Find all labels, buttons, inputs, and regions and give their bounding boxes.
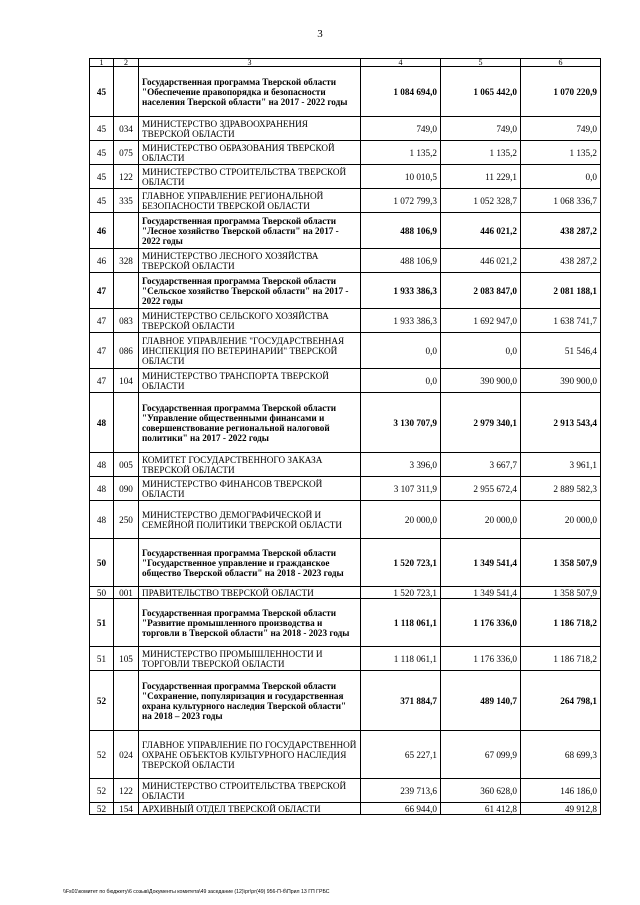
program-code-cell: 47 <box>90 333 114 369</box>
amount-col6-cell: 438 287,2 <box>521 249 601 273</box>
name-cell: ПРАВИТЕЛЬСТВО ТВЕРСКОЙ ОБЛАСТИ <box>139 587 361 599</box>
department-code-cell: 104 <box>114 369 139 393</box>
amount-col6-cell: 2 889 582,3 <box>521 477 601 501</box>
name-cell: МИНИСТЕРСТВО ОБРАЗОВАНИЯ ТВЕРСКОЙ ОБЛАСТИ <box>139 141 361 165</box>
amount-col4-cell: 66 944,0 <box>361 803 441 815</box>
amount-col6-cell: 0,0 <box>521 165 601 189</box>
department-code-cell: 075 <box>114 141 139 165</box>
program-code-cell: 52 <box>90 671 114 731</box>
name-cell: Государственная программа Тверской области "Сохранение, популяризация и государственная охрана культурного наследия Тверской области" на 2018 – 2023 годы <box>139 671 361 731</box>
name-cell: МИНИСТЕРСТВО ЗДРАВООХРАНЕНИЯ ТВЕРСКОЙ ОБЛАСТИ <box>139 117 361 141</box>
name-cell: МИНИСТЕРСТВО ДЕМОГРАФИЧЕСКОЙ И СЕМЕЙНОЙ ПОЛИТИКИ ТВЕРСКОЙ ОБЛАСТИ <box>139 501 361 539</box>
name-cell: КОМИТЕТ ГОСУДАРСТВЕННОГО ЗАКАЗА ТВЕРСКОЙ ОБЛАСТИ <box>139 453 361 477</box>
program-code-cell: 52 <box>90 803 114 815</box>
amount-col4-cell: 488 106,9 <box>361 213 441 249</box>
department-row <box>90 803 601 815</box>
amount-col5-cell: 2 083 847,0 <box>441 273 521 309</box>
department-code-cell: 090 <box>114 477 139 501</box>
header-cell-1: 1 <box>90 59 114 67</box>
amount-col5-cell: 446 021,2 <box>441 249 521 273</box>
department-code-cell: 001 <box>114 587 139 599</box>
amount-col5-cell: 67 099,9 <box>441 731 521 779</box>
amount-col6-cell: 2 081 188,1 <box>521 273 601 309</box>
amount-col4-cell: 1 084 694,0 <box>361 67 441 117</box>
department-row <box>90 587 601 599</box>
amount-col4-cell: 239 713,6 <box>361 779 441 803</box>
program-code-cell: 52 <box>90 731 114 779</box>
name-cell: Государственная программа Тверской области "Обеспечение правопорядка и безопасности населения Тверской области" на 2017 - 2022 годы <box>139 67 361 117</box>
amount-col4-cell: 749,0 <box>361 117 441 141</box>
amount-col5-cell: 446 021,2 <box>441 213 521 249</box>
amount-col6-cell: 68 699,3 <box>521 731 601 779</box>
header-cell-2: 2 <box>114 59 139 67</box>
amount-col6-cell: 49 912,8 <box>521 803 601 815</box>
amount-col5-cell: 20 000,0 <box>441 501 521 539</box>
amount-col4-cell: 10 010,5 <box>361 165 441 189</box>
department-code-cell <box>114 213 139 249</box>
header-cell-3: 3 <box>139 59 361 67</box>
amount-col6-cell: 1 186 718,2 <box>521 647 601 671</box>
program-code-cell: 48 <box>90 393 114 453</box>
department-code-cell: 083 <box>114 309 139 333</box>
amount-col4-cell: 3 396,0 <box>361 453 441 477</box>
department-code-cell: 335 <box>114 189 139 213</box>
department-row <box>90 249 601 273</box>
amount-col5-cell: 1 349 541,4 <box>441 539 521 587</box>
name-cell: ГЛАВНОЕ УПРАВЛЕНИЕ "ГОСУДАРСТВЕННАЯ ИНСПЕКЦИЯ ПО ВЕТЕРИНАРИИ" ТВЕРСКОЙ ОБЛАСТИ <box>139 333 361 369</box>
program-code-cell: 51 <box>90 647 114 671</box>
name-cell: Государственная программа Тверской области "Государственное управление и гражданское общество Тверской области" на 2018 - 2023 годы <box>139 539 361 587</box>
name-cell: МИНИСТЕРСТВО ТРАНСПОРТА ТВЕРСКОЙ ОБЛАСТИ <box>139 369 361 393</box>
name-cell: Государственная программа Тверской области "Развитие промышленного производства и торговли в Тверской области" на 2018 - 2023 годы <box>139 599 361 647</box>
amount-col4-cell: 1 520 723,1 <box>361 587 441 599</box>
program-code-cell: 48 <box>90 477 114 501</box>
program-row <box>90 67 601 117</box>
name-cell: МИНИСТЕРСТВО СЕЛЬСКОГО ХОЗЯЙСТВА ТВЕРСКОЙ ОБЛАСТИ <box>139 309 361 333</box>
amount-col5-cell: 749,0 <box>441 117 521 141</box>
department-row <box>90 117 601 141</box>
program-code-cell: 45 <box>90 165 114 189</box>
name-cell: ГЛАВНОЕ УПРАВЛЕНИЕ РЕГИОНАЛЬНОЙ БЕЗОПАСНОСТИ ТВЕРСКОЙ ОБЛАСТИ <box>139 189 361 213</box>
department-row <box>90 369 601 393</box>
amount-col4-cell: 1 135,2 <box>361 141 441 165</box>
amount-col4-cell: 0,0 <box>361 333 441 369</box>
name-cell: МИНИСТЕРСТВО ЛЕСНОГО ХОЗЯЙСТВА ТВЕРСКОЙ ОБЛАСТИ <box>139 249 361 273</box>
program-row <box>90 213 601 249</box>
amount-col4-cell: 3 107 311,9 <box>361 477 441 501</box>
department-row <box>90 333 601 369</box>
amount-col5-cell: 1 065 442,0 <box>441 67 521 117</box>
amount-col6-cell: 1 186 718,2 <box>521 599 601 647</box>
amount-col6-cell: 1 135,2 <box>521 141 601 165</box>
amount-col5-cell: 1 135,2 <box>441 141 521 165</box>
department-row <box>90 309 601 333</box>
header-cell-4: 4 <box>361 59 441 67</box>
program-code-cell: 47 <box>90 309 114 333</box>
amount-col5-cell: 0,0 <box>441 333 521 369</box>
amount-col5-cell: 11 229,1 <box>441 165 521 189</box>
amount-col5-cell: 1 052 328,7 <box>441 189 521 213</box>
amount-col4-cell: 3 130 707,9 <box>361 393 441 453</box>
program-code-cell: 46 <box>90 213 114 249</box>
amount-col5-cell: 1 692 947,0 <box>441 309 521 333</box>
department-code-cell: 024 <box>114 731 139 779</box>
department-code-cell <box>114 67 139 117</box>
department-row <box>90 189 601 213</box>
program-code-cell: 48 <box>90 501 114 539</box>
department-code-cell <box>114 599 139 647</box>
name-cell: Государственная программа Тверской области "Сельское хозяйство Тверской области" на 2017 - 2022 годы <box>139 273 361 309</box>
amount-col6-cell: 438 287,2 <box>521 213 601 249</box>
department-code-cell: 328 <box>114 249 139 273</box>
program-row <box>90 393 601 453</box>
amount-col6-cell: 146 186,0 <box>521 779 601 803</box>
program-row <box>90 539 601 587</box>
amount-col5-cell: 1 176 336,0 <box>441 599 521 647</box>
header-cell-5: 5 <box>441 59 521 67</box>
program-code-cell: 45 <box>90 117 114 141</box>
department-code-cell <box>114 393 139 453</box>
department-code-cell: 105 <box>114 647 139 671</box>
department-code-cell: 034 <box>114 117 139 141</box>
amount-col6-cell: 1 638 741,7 <box>521 309 601 333</box>
department-code-cell: 154 <box>114 803 139 815</box>
program-code-cell: 50 <box>90 587 114 599</box>
department-code-cell: 086 <box>114 333 139 369</box>
amount-col6-cell: 390 900,0 <box>521 369 601 393</box>
program-row <box>90 671 601 731</box>
amount-col5-cell: 1 176 336,0 <box>441 647 521 671</box>
program-code-cell: 50 <box>90 539 114 587</box>
amount-col4-cell: 1 072 799,3 <box>361 189 441 213</box>
department-row <box>90 779 601 803</box>
department-code-cell <box>114 273 139 309</box>
amount-col5-cell: 489 140,7 <box>441 671 521 731</box>
amount-col5-cell: 2 979 340,1 <box>441 393 521 453</box>
amount-col6-cell: 1 068 336,7 <box>521 189 601 213</box>
amount-col5-cell: 2 955 672,4 <box>441 477 521 501</box>
name-cell: АРХИВНЫЙ ОТДЕЛ ТВЕРСКОЙ ОБЛАСТИ <box>139 803 361 815</box>
program-code-cell: 47 <box>90 369 114 393</box>
amount-col4-cell: 488 106,9 <box>361 249 441 273</box>
amount-col5-cell: 360 628,0 <box>441 779 521 803</box>
department-row <box>90 453 601 477</box>
page-number: 3 <box>317 28 323 40</box>
amount-col4-cell: 1 118 061,1 <box>361 599 441 647</box>
department-row <box>90 501 601 539</box>
file-path-footer: \\Fs01\комитет по бюджету\6 созыв\Документы комитета\49 заседание (12)\рг\рг(49) 956-П-б\Прил 13 ГП ГРБС <box>63 889 330 895</box>
name-cell: МИНИСТЕРСТВО СТРОИТЕЛЬСТВА ТВЕРСКОЙ ОБЛАСТИ <box>139 165 361 189</box>
amount-col4-cell: 0,0 <box>361 369 441 393</box>
department-code-cell <box>114 671 139 731</box>
department-row <box>90 647 601 671</box>
department-code-cell <box>114 539 139 587</box>
amount-col4-cell: 20 000,0 <box>361 501 441 539</box>
amount-col6-cell: 20 000,0 <box>521 501 601 539</box>
program-code-cell: 51 <box>90 599 114 647</box>
amount-col5-cell: 1 349 541,4 <box>441 587 521 599</box>
program-code-cell: 48 <box>90 453 114 477</box>
amount-col4-cell: 1 118 061,1 <box>361 647 441 671</box>
name-cell: ГЛАВНОЕ УПРАВЛЕНИЕ ПО ГОСУДАРСТВЕННОЙ ОХРАНЕ ОБЪЕКТОВ КУЛЬТУРНОГО НАСЛЕДИЯ ТВЕРСКОЙ ОБЛАСТИ <box>139 731 361 779</box>
program-code-cell: 45 <box>90 141 114 165</box>
amount-col5-cell: 61 412,8 <box>441 803 521 815</box>
amount-col6-cell: 1 358 507,9 <box>521 587 601 599</box>
name-cell: МИНИСТЕРСТВО СТРОИТЕЛЬСТВА ТВЕРСКОЙ ОБЛАСТИ <box>139 779 361 803</box>
name-cell: Государственная программа Тверской области "Управление общественными финансами и совершенствование региональной налоговой политики" на 2017 - 2022 годы <box>139 393 361 453</box>
amount-col6-cell: 2 913 543,4 <box>521 393 601 453</box>
department-code-cell: 122 <box>114 779 139 803</box>
program-row <box>90 599 601 647</box>
amount-col5-cell: 3 667,7 <box>441 453 521 477</box>
amount-col6-cell: 749,0 <box>521 117 601 141</box>
name-cell: Государственная программа Тверской области "Лесное хозяйство Тверской области" на 2017 - 2022 годы <box>139 213 361 249</box>
amount-col6-cell: 3 961,1 <box>521 453 601 477</box>
amount-col4-cell: 1 933 386,3 <box>361 273 441 309</box>
budget-table <box>89 58 601 815</box>
table-header-row <box>90 59 601 67</box>
amount-col4-cell: 371 884,7 <box>361 671 441 731</box>
department-row <box>90 477 601 501</box>
name-cell: МИНИСТЕРСТВО ФИНАНСОВ ТВЕРСКОЙ ОБЛАСТИ <box>139 477 361 501</box>
department-code-cell: 250 <box>114 501 139 539</box>
amount-col4-cell: 1 520 723,1 <box>361 539 441 587</box>
name-cell: МИНИСТЕРСТВО ПРОМЫШЛЕННОСТИ И ТОРГОВЛИ ТВЕРСКОЙ ОБЛАСТИ <box>139 647 361 671</box>
department-code-cell: 005 <box>114 453 139 477</box>
department-code-cell: 122 <box>114 165 139 189</box>
amount-col6-cell: 51 546,4 <box>521 333 601 369</box>
amount-col6-cell: 1 358 507,9 <box>521 539 601 587</box>
amount-col4-cell: 65 227,1 <box>361 731 441 779</box>
program-code-cell: 46 <box>90 249 114 273</box>
department-row <box>90 141 601 165</box>
program-code-cell: 47 <box>90 273 114 309</box>
program-row <box>90 273 601 309</box>
amount-col5-cell: 390 900,0 <box>441 369 521 393</box>
department-row <box>90 731 601 779</box>
amount-col6-cell: 1 070 220,9 <box>521 67 601 117</box>
amount-col4-cell: 1 933 386,3 <box>361 309 441 333</box>
header-cell-6: 6 <box>521 59 601 67</box>
department-row <box>90 165 601 189</box>
program-code-cell: 45 <box>90 189 114 213</box>
program-code-cell: 45 <box>90 67 114 117</box>
program-code-cell: 52 <box>90 779 114 803</box>
amount-col6-cell: 264 798,1 <box>521 671 601 731</box>
